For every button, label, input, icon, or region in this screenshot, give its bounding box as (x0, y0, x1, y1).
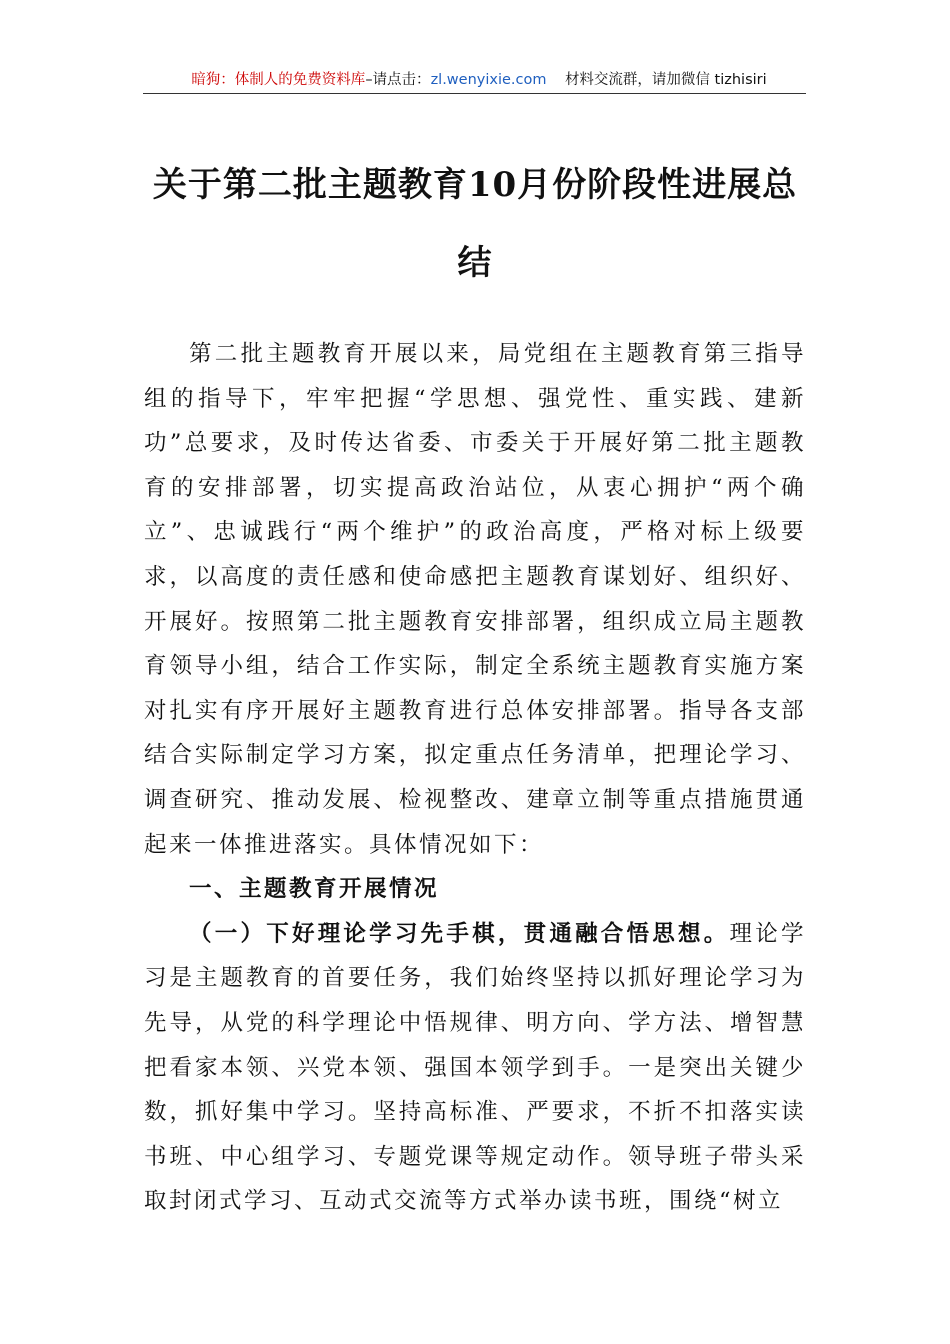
click-prompt: –请点击： (365, 72, 431, 88)
title-line-2: 结 (457, 243, 493, 283)
header-divider (143, 93, 806, 94)
header-banner (148, 70, 810, 90)
subsection-1-paragraph (144, 912, 806, 1224)
subsection-1-heading: （一）下好理论学习先手棋，贯通融合悟思想。 (189, 920, 730, 947)
section-1-heading: 一、主题教育开展情况 (189, 876, 440, 903)
subsection-1-text: 理论学习是主题教育的首要任务，我们始终坚持以抓好理论学习为先导，从党的科学理论中悟规律、明方向、学方法、增智慧把看家本领、兴党本领、强国本领学到手。一是突出关键少数，抓好集中学习。坚持高标准、严要求，不折不扣落实读书班、中心组学习、专题党课等规定动作。领导班子带头采取封闭式学习、互动式交流等方式举办读书班，围绕“树立 (144, 920, 806, 1215)
site-link[interactable]: zl.wenyixie.com (430, 72, 547, 88)
document-body (144, 332, 806, 1224)
title-line-1: 关于第二批主题教育10月份阶段性进展总 (152, 165, 798, 205)
document-title (135, 146, 815, 302)
intro-paragraph: 第二批主题教育开展以来，局党组在主题教育第三指导组的指导下，牢牢把握“学思想、强党性、重实践、建新功”总要求，及时传达省委、市委关于开展好第二批主题教育的安排部署，切实提高政治站位，从衷心拥护“两个确立”、忠诚践行“两个维护”的政治高度，严格对标上级要求，以高度的责任感和使命感把主题教育谋划好、组织好、开展好。按照第二批主题教育安排部署，组织成立局主题教育领导小组，结合工作实际，制定全系统主题教育实施方案对扎实有序开展好主题教育进行总体安排部署。指导各支部结合实际制定学习方案，拟定重点任务清单，把理论学习、调查研究、推动发展、检视整改、建章立制等重点措施贯通起来一体推进落实。具体情况如下： (144, 341, 806, 858)
site-name: 暗狗：体制人的免费资料库 (191, 72, 366, 88)
group-note: 材料交流群，请加微信 tizhisiri (564, 72, 767, 88)
